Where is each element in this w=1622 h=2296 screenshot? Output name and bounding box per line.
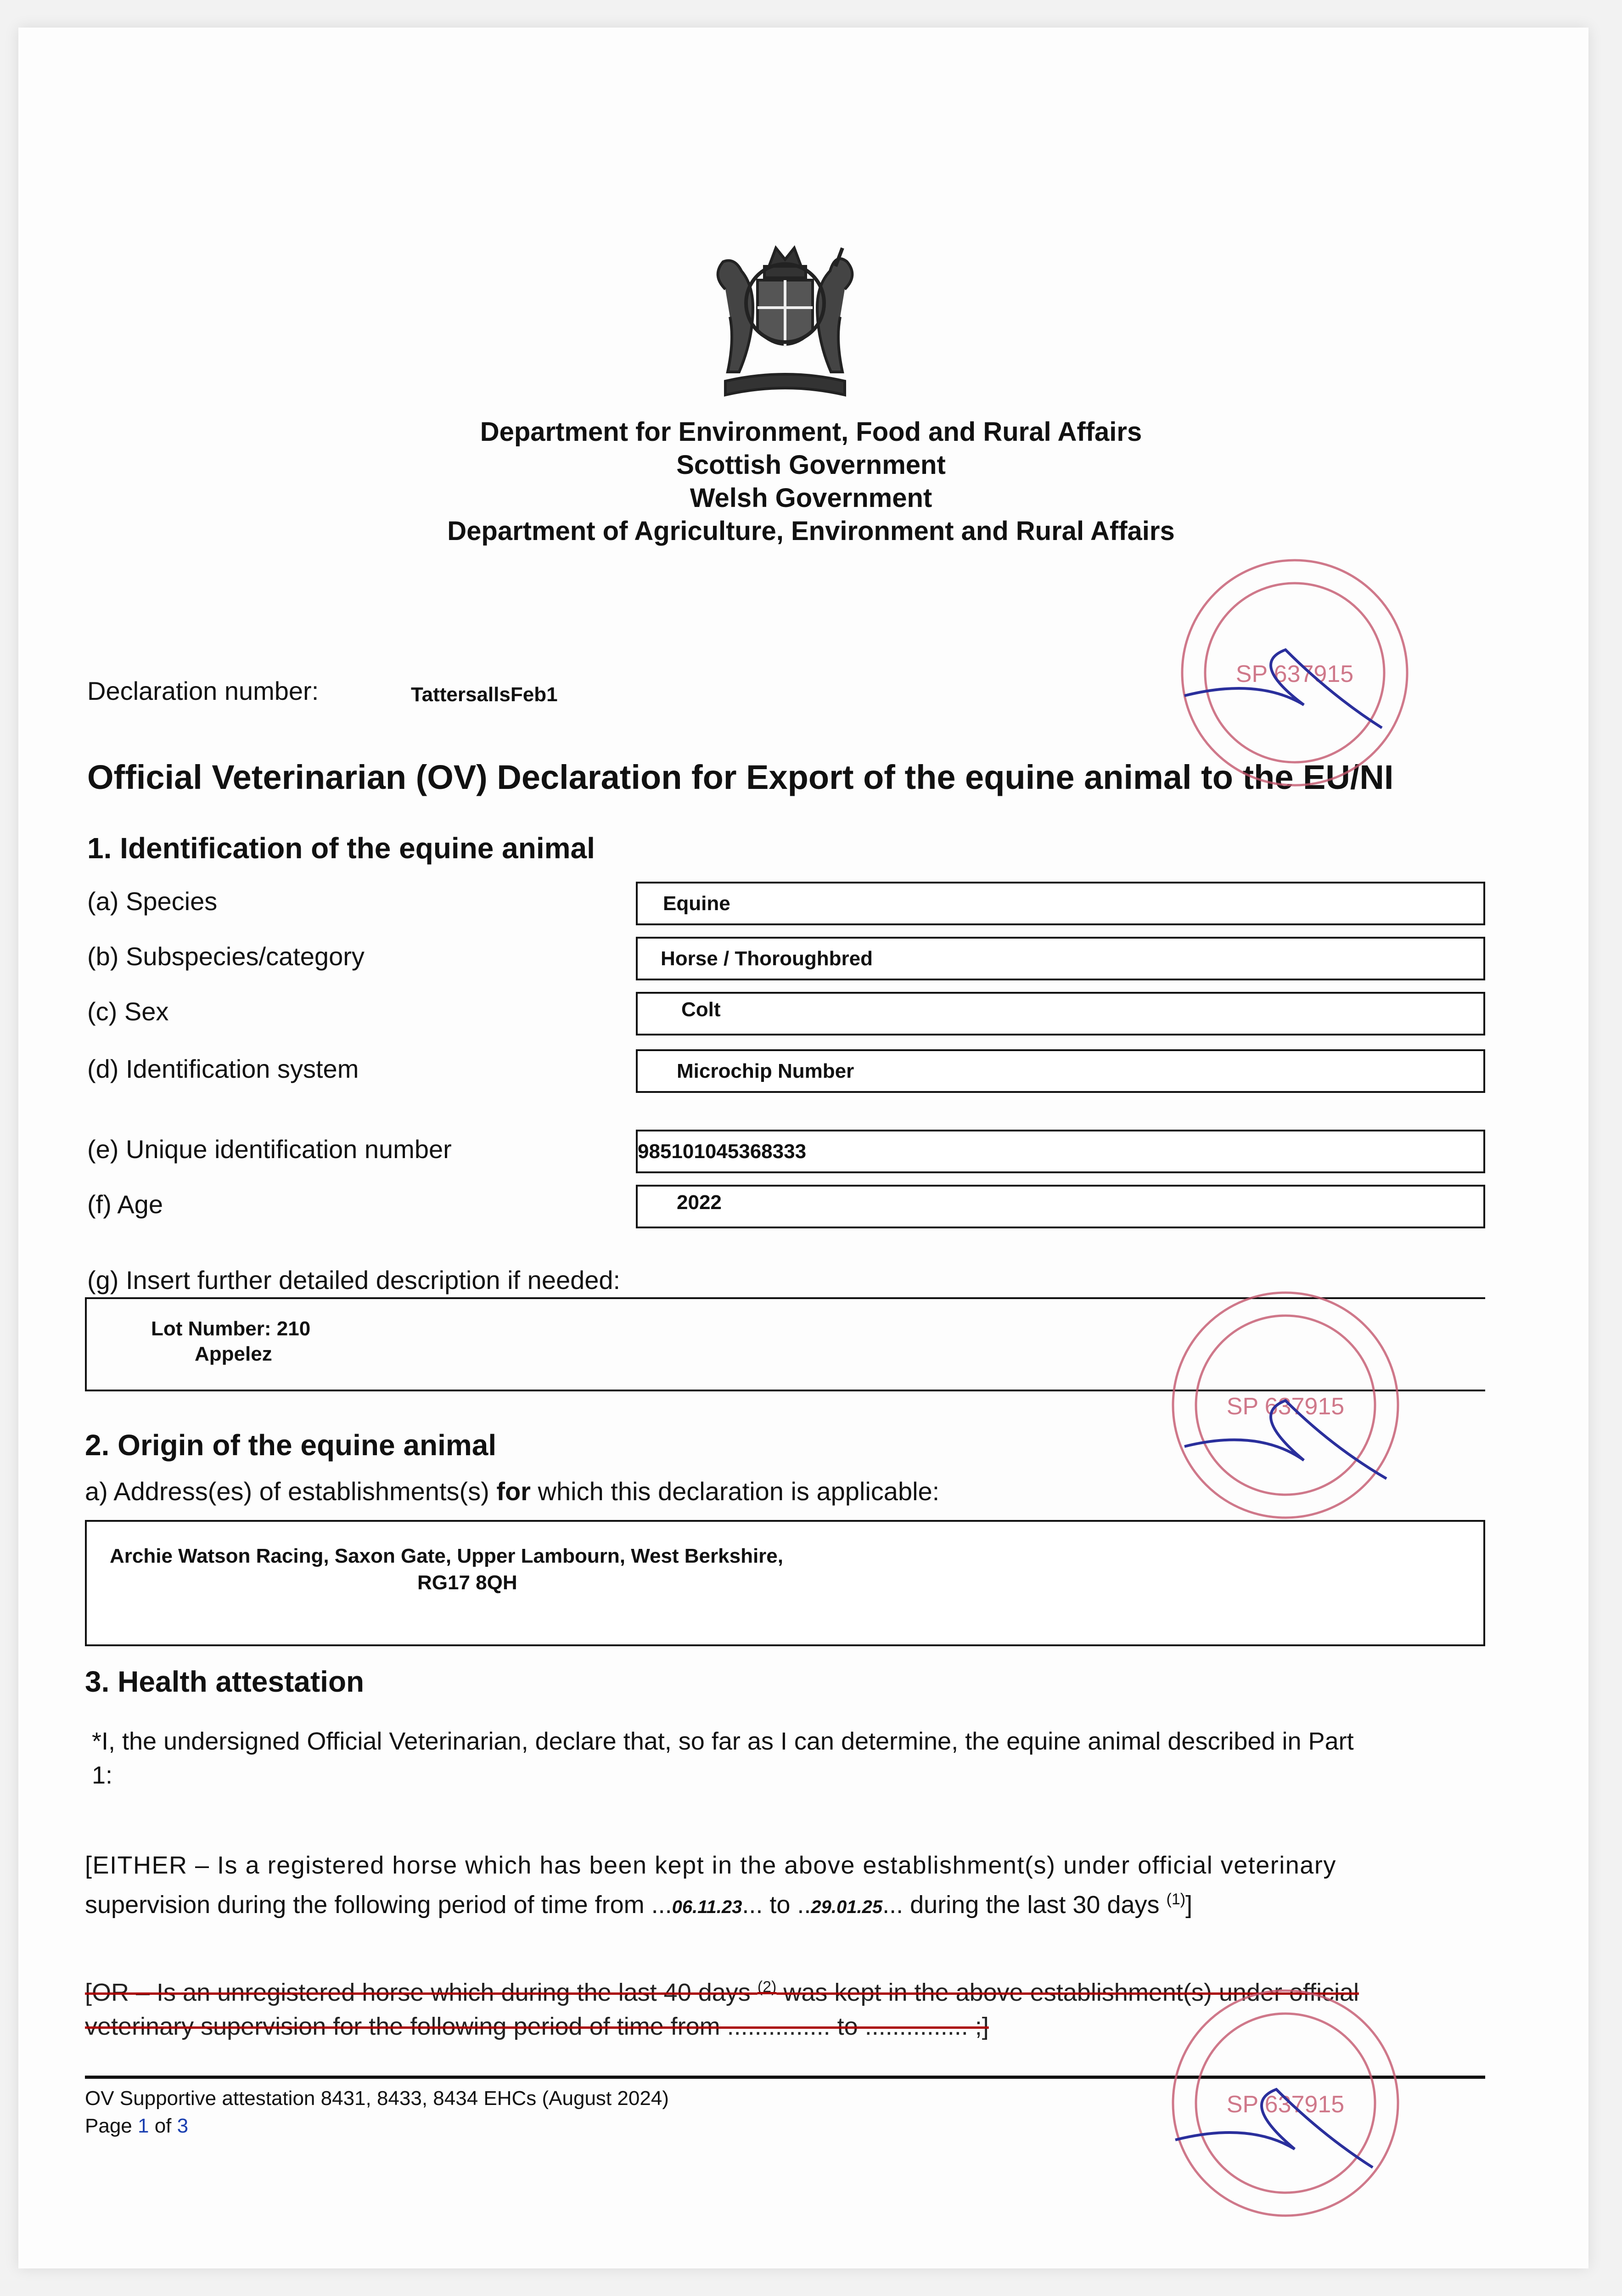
subspecies-field [636,937,1485,980]
either-clause [85,1848,1485,1924]
footer-reference: OV Supportive attestation 8431, 8433, 8434 EHCs (August 2024) [85,2087,669,2110]
identification-system-field [636,1049,1485,1093]
address-label-text: a) Address(es) of establishments(s) [85,1477,497,1506]
establishment-address-label [85,1476,939,1506]
further-description-label: (g) Insert further detailed description if needed: [87,1266,621,1294]
stamp-code-3: SP 637915 [1226,2091,1345,2118]
section-1-heading: 1. Identification of the equine animal [87,832,595,865]
age-value: 2022 [677,1191,722,1214]
footer [85,2085,669,2140]
species-label: (a) Species [87,887,218,916]
official-veterinarian-stamp [1166,544,1423,801]
date-to-value: 29.01.25 [811,1897,883,1917]
subspecies-value: Horse / Thoroughbred [661,947,873,970]
document-title: Official Veterinarian (OV) Declaration for Export of the equine animal to the EU/NI [87,758,1394,796]
address-line-1: Archie Watson Racing, Saxon Gate, Upper Lambourn, West Berkshire, [110,1545,783,1567]
either-line-1: [EITHER – Is a registered horse which has been kept in the above establishment(s) under official veterinary [85,1851,1336,1879]
sex-field [636,992,1485,1035]
species-field [636,882,1485,925]
unique-id-field [636,1130,1485,1173]
stamp-code: SP 637915 [1235,661,1354,687]
or-pre-text: [OR – Is an unregistered horse which during the last 40 days [85,1979,758,2006]
department-daera: Department of Agriculture, Environment and Rural Affairs [447,516,1175,546]
department-defra: Department for Environment, Food and Rural Affairs [480,417,1142,447]
official-veterinarian-stamp-3 [1157,1975,1414,2232]
footnote-1-ref: (1) [1166,1891,1186,1908]
page-word: Page [85,2115,138,2137]
address-line-2: RG17 8QH [417,1571,517,1594]
page-total: 3 [177,2115,189,2137]
species-value: Equine [663,892,730,915]
intro-line-2: 1: [92,1761,113,1789]
age-field [636,1185,1485,1228]
health-attestation-intro [92,1724,1492,1792]
section-3-heading: 3. Health attestation [85,1665,365,1698]
address-label-text-end: which this declaration is applicable: [530,1477,940,1506]
address-label-bold: for [496,1477,531,1506]
or-line-2: veterinary supervision for the following period of time from ............... to ............... ;] [85,2013,989,2040]
identification-system-value: Microchip Number [677,1059,854,1082]
either-post-text: ... during the last 30 days [882,1891,1167,1919]
date-from-value: 06.11.23 [672,1897,742,1917]
either-pre-text: supervision during the following period of time from ... [85,1891,672,1919]
royal-coat-of-arms-icon [684,234,886,409]
unique-id-label: (e) Unique identification number [87,1135,452,1164]
sex-label: (c) Sex [87,997,169,1026]
page-number [85,2112,669,2140]
unique-id-value: 985101045368333 [638,1140,807,1163]
or-post-text: was kept in the above establishment(s) under official [776,1979,1359,2006]
department-welsh-government: Welsh Government [690,483,932,513]
department-list [0,416,1622,548]
official-veterinarian-stamp-2 [1157,1277,1414,1534]
either-line-2 [85,1882,1485,1924]
subspecies-label: (b) Subspecies/category [87,942,365,971]
establishment-address-box [85,1520,1485,1646]
either-end-bracket: ] [1185,1891,1193,1919]
horse-name-text: Appelez [195,1343,272,1365]
lot-number-text: Lot Number: 210 [151,1317,311,1340]
of-word: of [149,2115,177,2137]
page-current: 1 [137,2115,149,2137]
section-2-heading: 2. Origin of the equine animal [85,1429,497,1462]
age-label: (f) Age [87,1190,163,1219]
intro-line-1: *I, the undersigned Official Veterinarian, declare that, so far as I can determine, the equine animal described in Part [92,1728,1354,1755]
stamp-code-2: SP 637915 [1226,1393,1345,1420]
declaration-number-value: TattersallsFeb1 [411,683,558,706]
footnote-2-ref: (2) [757,1978,777,1996]
department-scottish-government: Scottish Government [676,450,946,480]
identification-system-label: (d) Identification system [87,1054,359,1083]
either-mid-text: ... to .. [742,1891,811,1919]
declaration-number-label: Declaration number: [87,676,319,705]
sex-value: Colt [681,998,721,1021]
